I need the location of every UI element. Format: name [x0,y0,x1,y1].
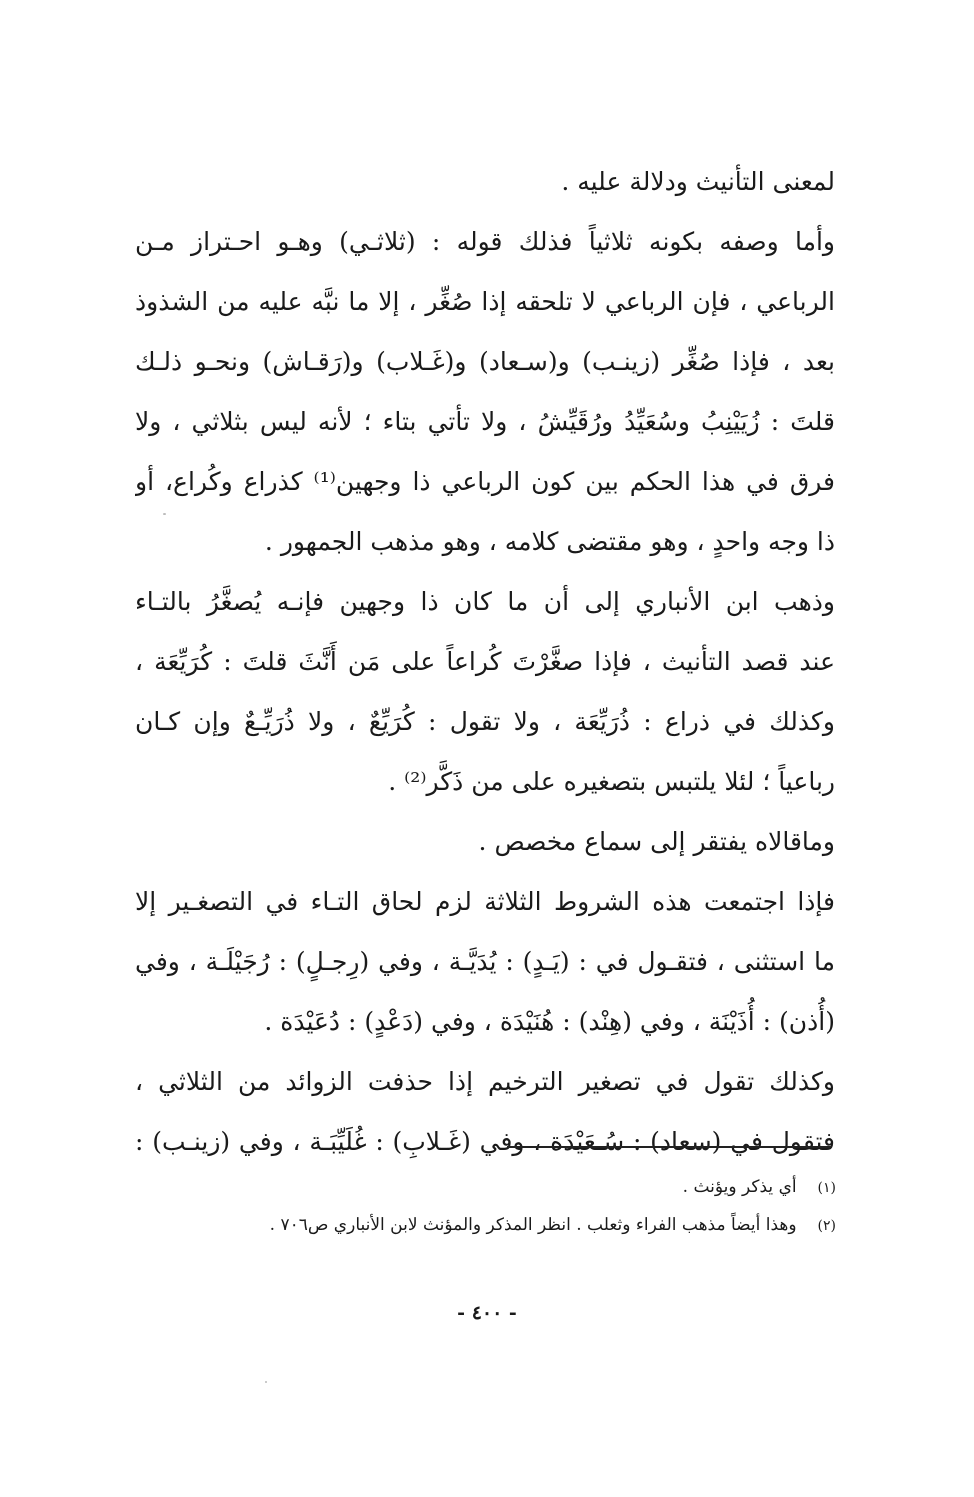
text-line: (أُذن) : أُذَيْنَة ، وفي (هِنْد) : هُنَيْدَة ، وفي (دَعْدٍ) : دُعَيْدَة . [264,1007,835,1036]
footnote-number: (٢) [817,1218,836,1234]
footnote-divider [507,1146,832,1148]
footnote-text: وهذا أيضاً مذهب الفراء وثعلب . انظر المذكر والمؤنث لابن الأنباري ص٧٠٦ . [269,1215,797,1235]
text-line: وماقالاه يفتقر إلى سماع مخصص . [478,827,835,856]
footnote-number: (١) [817,1180,836,1196]
text-line: رباعياً ؛ لئلا يلتبس بتصغيره على من ذَكَّر⁽²⁾ . [388,767,835,796]
text-line: وأما وصفه بكونه ثلاثياً فذلك قوله : (ثلاثـي) وهـو احـتراز مـن [135,227,835,256]
footnotes [136,1168,836,1244]
text-line: لمعنى التأنيث ودلالة عليه . [561,167,835,196]
footnote-text: أي يذكر ويؤنث . [682,1177,797,1197]
text-line: بعد ، فإذا صُغِّر (زينـب) و(سـعاد) و(غَـلاب) و(رَقـاش) ونحـو ذلـك [135,347,835,376]
footnote [136,1206,836,1244]
text-line: فإذا اجتمعت هذه الشروط الثلاثة لزم لحاق التـاء في التصغـير إلا [135,887,835,916]
text-line: ما استثنى ، فتقـول في : (يَـدٍ) : يُدَيَّـة ، وفي (رِجـلٍ) : رُجَيْلَـة ، وفي [135,947,835,976]
text-line: الرباعي ، فإن الرباعي لا تلحقه إذا صُغِّر ، إلا ما نبَّه عليه من الشذوذ [135,287,835,316]
footnote [136,1168,836,1206]
text-line: وكذلك في ذراع : ذُرَيِّعَة ، ولا تقول : كُرَيِّعٌ ، ولا ذُرَيِّـعٌ وإن كـان [135,707,835,736]
text-line: فتقول في (سعاد) : سُـعَيْدَة ، وفي (غَـلابِ) : غُلَيِّبَـة ، وفي (زينـب) : [135,1127,835,1156]
text-line: ذا وجه واحدٍ ، وهو مقتضى كلامه ، وهو مذهب الجمهور . [264,527,835,556]
text-line: قلتَ : زُيَيْنِبُ وسُعَيِّدُ ورُقَيِّشُ ، ولا تأتي بتاء ؛ لأنه ليس بثلاثي ، ولا [135,407,835,436]
page-number: - ٤٠٠ - [457,1302,517,1324]
scan-speck [265,1381,267,1383]
main-text [135,152,835,1172]
text-line: وذهب ابن الأنباري إلى أن ما كان ذا وجهين فإنـه يُصغَّرُ بالتـاء [135,587,835,616]
text-line: عند قصد التأنيث ، فإذا صغَّرْتَ كُراعاً على مَن أَنَّثَ قلتَ : كُرَيِّعَة ، [135,647,835,676]
scan-speck [163,513,166,515]
text-line: وكذلك تقول في تصغير الترخيم إذا حذفت الزوائد من الثلاثي ، [135,1067,835,1096]
text-line: فرق في هذا الحكم بين كون الرباعي ذا وجهين⁽¹⁾ كذراع وكُراع، أو [135,467,835,496]
